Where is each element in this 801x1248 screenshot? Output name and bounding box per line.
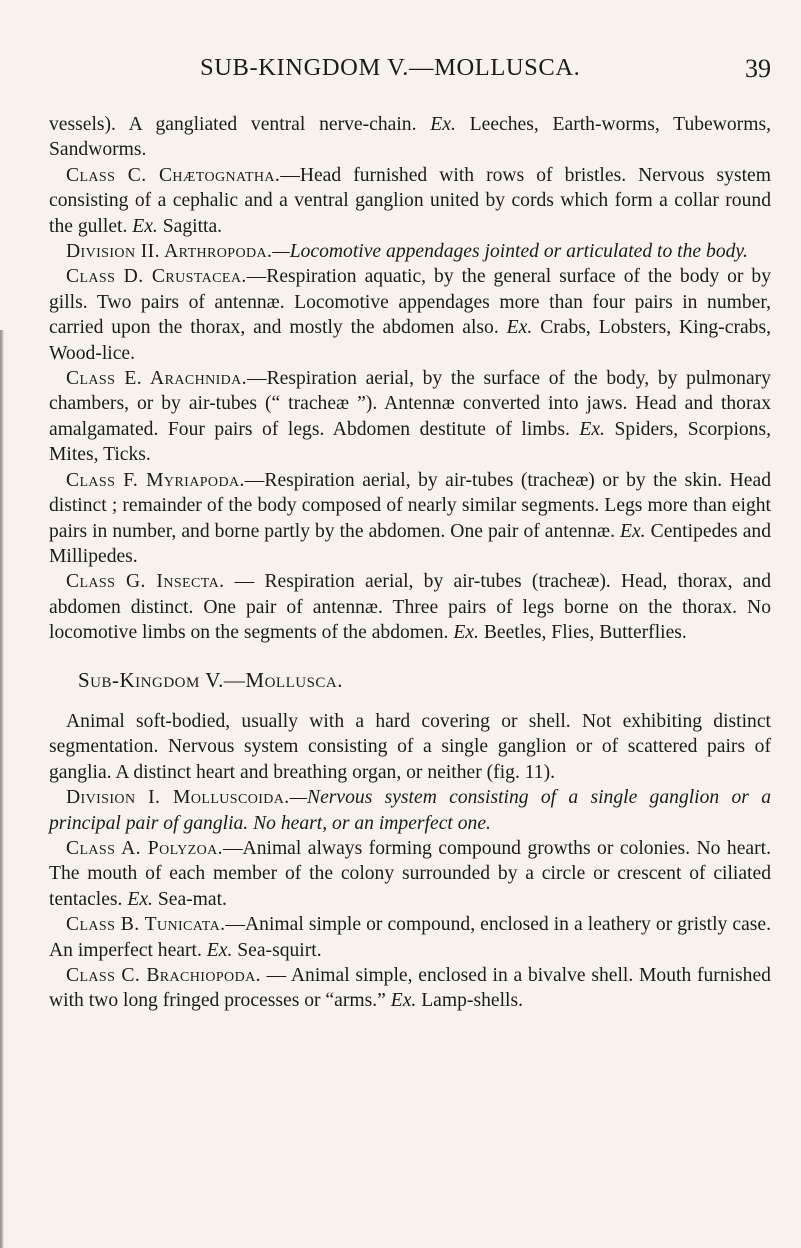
class-entry [49, 836, 771, 912]
example-text: Sagitta. [162, 215, 223, 237]
entry-text: —Head furnished with rows of bristles. Nervous system consisting of a cephalic and a ventral ganglion united by cords which form a collar round the gullet. [49, 164, 771, 237]
class-entry [49, 163, 771, 239]
paragraph-text: Animal soft-bodied, usually with a hard covering or shell. Not exhibiting distinct segmentation. Nervous system consisting of a single ganglion or of scattered pairs of ganglia. A distinct heart and breathing organ, or neither (fig. 11). [49, 710, 771, 783]
example-label: Ex. [579, 418, 605, 440]
division-entry [49, 239, 771, 264]
entry-heading: Division I. Molluscoida. [66, 787, 290, 809]
entry-text: —Animal simple or compound, enclosed in a leathery or gristly case. An imperfect heart. [49, 914, 771, 961]
intro-paragraph [49, 709, 771, 785]
example-label: Ex. [430, 114, 456, 135]
entry-heading: Division II. Arthropoda. [66, 241, 273, 263]
class-entry [49, 366, 771, 468]
example-label: Ex. [206, 939, 233, 961]
paragraph-text: vessels). A gangliated ventral nerve-chain. [49, 114, 417, 135]
entry-heading: Class G. Insecta. [66, 571, 225, 593]
example-text: Sea-squirt. [237, 939, 322, 961]
entry-heading: Class B. Tunicata. [66, 914, 226, 936]
page-body [49, 112, 771, 1014]
example-label: Ex. [127, 888, 153, 910]
entry-italic-text: —Nervous system consisting of a single ganglion or a principal pair of ganglia. No heart, or an imperfect one. [49, 787, 771, 834]
class-entry [49, 912, 771, 963]
running-head: SUB-KINGDOM V.—MOLLUSCA. [200, 54, 581, 81]
example-text: Lamp-shells. [421, 990, 523, 1012]
page-edge-shadow [0, 330, 4, 1248]
entry-text: — Animal simple, enclosed in a bivalve shell. Mouth furnished with two long fringed processes or “arms.” [49, 965, 771, 1012]
entry-italic-text: —Locomotive appendages jointed or articulated to the body. [272, 241, 748, 263]
example-text: Crabs, Lobsters, King-crabs, Wood-lice. [49, 317, 771, 364]
paragraph [49, 112, 771, 163]
entry-text: —Respiration aquatic, by the general surface of the body or by gills. Two pairs of antennæ. Locomotive appendages more than four pairs in number, carried upon the thorax, and mostly the abdomen also. [49, 266, 771, 339]
class-entry [49, 468, 771, 570]
division-entry [49, 785, 771, 836]
entry-text: —Respiration aerial, by air-tubes (tracheæ) or by the skin. Head distinct ; remainder of the body composed of nearly similar segments. Legs more than eight pairs in number, and borne partly by the abdomen. One pair of antennæ. [49, 469, 771, 542]
example-text: Centipedes and Millipedes. [49, 520, 771, 567]
class-entry [49, 963, 771, 1014]
example-label: Ex. [390, 990, 417, 1012]
entry-heading: Class A. Polyzoa. [66, 837, 223, 859]
example-text: Beetles, Flies, Butterflies. [483, 622, 687, 644]
example-label: Ex. [620, 520, 646, 542]
page-header [0, 54, 801, 88]
example-text: Leeches, Earth-worms, Tubeworms, Sandworms. [49, 114, 771, 161]
example-text: Spiders, Scorpions, Mites, Ticks. [49, 418, 772, 466]
example-label: Ex. [506, 317, 533, 339]
example-label: Ex. [132, 215, 158, 237]
entry-heading: Class C. Brachiopoda. [66, 965, 261, 986]
entry-heading: Class D. Crustacea. [66, 266, 247, 288]
entry-heading: Class C. Chætognatha. [66, 164, 281, 186]
example-label: Ex. [453, 622, 479, 644]
entry-text: —Animal always forming compound growths or colonies. No heart. The mouth of each member of the colony surrounded by a circle or crescent of ciliated tentacles. [49, 837, 771, 910]
page-number: 39 [745, 54, 771, 83]
class-entry [49, 569, 771, 645]
entry-heading: Class F. Myriapoda. [66, 469, 245, 491]
entry-text: — Respiration aerial, by air-tubes (tracheæ). Head, thorax, and abdomen distinct. One pair of antennæ. Three pairs of legs borne on the thorax. No locomotive limbs on the segments of the abdomen. [49, 571, 771, 644]
entry-text: —Respiration aerial, by the surface of the body, by pulmonary chambers, or by air-tubes (“ tracheæ ”). Antennæ converted into jaws. Head and thorax amalgamated. Four pairs of legs. Abdomen destitute of limbs. [49, 368, 771, 440]
class-entry [49, 264, 771, 366]
section-title: Sub-Kingdom V.—Mollusca. [78, 667, 344, 692]
example-text: Sea-mat. [157, 888, 227, 910]
entry-heading: Class E. Arachnida. [66, 368, 247, 390]
